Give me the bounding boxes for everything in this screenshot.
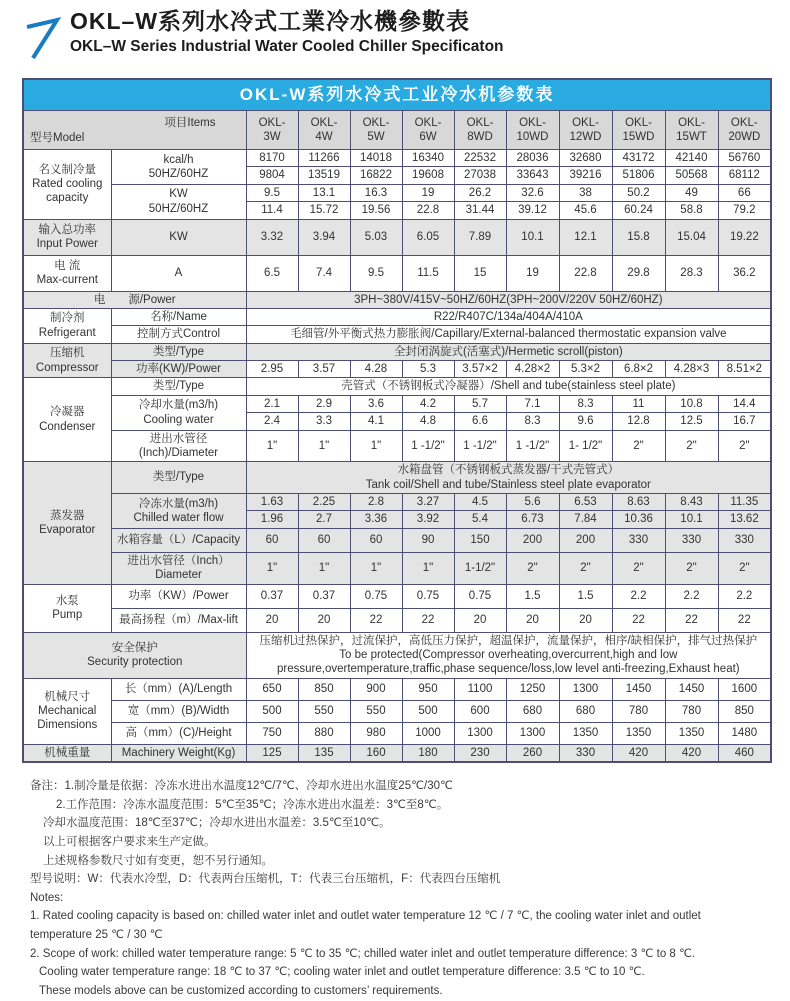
value-cell: 160 [350,744,402,762]
value-cell: 2.9 [298,395,350,412]
value-cell: 9804 [246,167,298,184]
value-cell: 15.04 [665,219,718,255]
items-axis-label: 项目Items [164,117,216,129]
value-cell: 1600 [718,678,771,700]
value-cell: 7.1 [506,395,559,412]
value-cell: 125 [246,744,298,762]
value-cell: 1350 [559,722,612,744]
value-cell: 22 [612,608,665,632]
section-label: 冷凝器 Condenser [23,378,111,462]
value-cell: 15.8 [612,219,665,255]
value-cell: 4.2 [402,395,454,412]
value-cell: 13519 [298,167,350,184]
value-cell: 1300 [454,722,506,744]
value-cell: 500 [402,700,454,722]
value-cell: 20 [298,608,350,632]
value-cell: 0.75 [454,584,506,608]
value-cell: 60 [298,528,350,552]
value-cell: 11.5 [402,255,454,291]
value-cell: 12.8 [612,413,665,430]
value-cell: 3.57×2 [454,361,506,378]
value-cell: 16.3 [350,184,402,201]
value-cell: 11266 [298,150,350,167]
value-cell: 8.3 [506,413,559,430]
value-cell: 22.8 [402,202,454,219]
section-label: 输入总功率 Input Power [23,219,111,255]
table-row [23,326,771,343]
value-cell: 22 [665,608,718,632]
value-cell: 1" [350,552,402,584]
table-row [23,494,771,511]
value-cell: 150 [454,528,506,552]
value-cell: 460 [718,744,771,762]
value-cell: 3.32 [246,219,298,255]
value-cell: 1300 [506,722,559,744]
item-label: 进出水管径 (Inch)/Diameter [111,430,246,462]
value-cell: 1.5 [506,584,559,608]
merged-value-cell: 全封闭涡旋式(活塞式)/Hermetic scroll(piston) [246,343,771,360]
note-line-zh: 以上可根据客户要求来生产定做。 [43,835,216,848]
table-row [23,308,771,325]
value-cell: 1 -1/2" [402,430,454,462]
note-line-zh: 2.工作范围：冷冻水温度范围：5℃至35℃；冷冻水进出水温差：3℃至8℃。 [56,798,449,811]
value-cell: 12.5 [665,413,718,430]
value-cell: 0.75 [402,584,454,608]
value-cell: 2.2 [665,584,718,608]
value-cell: 9.5 [350,255,402,291]
value-cell: 15.72 [298,202,350,219]
item-label: KW 50HZ/60HZ [111,184,246,219]
value-cell: 3.27 [402,494,454,511]
value-cell: 2.1 [246,395,298,412]
value-cell: 1" [402,552,454,584]
value-cell: 16822 [350,167,402,184]
value-cell: 32680 [559,150,612,167]
value-cell: 1" [350,430,402,462]
value-cell: 13.62 [718,511,771,528]
item-label: 进出水管径（Inch） Diameter [111,552,246,584]
value-cell: 4.5 [454,494,506,511]
value-cell: 420 [612,744,665,762]
table-row [23,462,771,494]
value-cell: 6.73 [506,511,559,528]
model-header-cell: OKL- 6W [402,111,454,150]
value-cell: 900 [350,678,402,700]
table-row [23,343,771,360]
value-cell: 19 [506,255,559,291]
value-cell: 9.6 [559,413,612,430]
value-cell: 22 [350,608,402,632]
value-cell: 32.6 [506,184,559,201]
table-row [23,150,771,167]
value-cell: 3.92 [402,511,454,528]
model-header-cell: OKL- 4W [298,111,350,150]
section-label: 电 源/Power [23,291,246,308]
value-cell: 51806 [612,167,665,184]
value-cell: 90 [402,528,454,552]
table-row [23,219,771,255]
titles [70,8,504,56]
value-cell: 60.24 [612,202,665,219]
value-cell: 10.36 [612,511,665,528]
value-cell: 7.84 [559,511,612,528]
table-row [23,291,771,308]
value-cell: 600 [454,700,506,722]
value-cell: 20 [454,608,506,632]
value-cell: 8.3 [559,395,612,412]
value-cell: 60 [350,528,402,552]
value-cell: 3.36 [350,511,402,528]
note-line-en: temperature 25 ℃ / 30 ℃ [30,929,163,941]
model-header-cell: OKL- 5W [350,111,402,150]
item-label: 功率（KW）/Power [111,584,246,608]
value-cell: 4.1 [350,413,402,430]
value-cell: 31.44 [454,202,506,219]
value-cell: 4.8 [402,413,454,430]
value-cell: 22.8 [559,255,612,291]
value-cell: 5.4 [454,511,506,528]
value-cell: 2" [612,430,665,462]
value-cell: 850 [298,678,350,700]
value-cell: 7.89 [454,219,506,255]
value-cell: 0.75 [350,584,402,608]
table-row [23,678,771,700]
item-label: 功率(KW)/Power [111,361,246,378]
value-cell: 39216 [559,167,612,184]
value-cell: 22 [402,608,454,632]
value-cell: 2.2 [718,584,771,608]
value-cell: 1- 1/2" [559,430,612,462]
value-cell: 1350 [612,722,665,744]
value-cell: 15 [454,255,506,291]
merged-value-cell: 水箱盘管（不锈钢板式蒸发器/干式壳管式） Tank coil/Shell and tube/Stainless steel plate evaporator [246,462,771,494]
value-cell: 19608 [402,167,454,184]
section-label: 名义制冷量 Rated cooling capacity [23,150,111,220]
value-cell: 200 [506,528,559,552]
value-cell: 10.8 [665,395,718,412]
value-cell: 4.28×3 [665,361,718,378]
value-cell: 50568 [665,167,718,184]
value-cell: 13.1 [298,184,350,201]
value-cell: 11.35 [718,494,771,511]
value-cell: 2" [718,430,771,462]
model-header-cell: OKL- 15WD [612,111,665,150]
value-cell: 33643 [506,167,559,184]
item-label: 最高扬程（m）/Max-lift [111,608,246,632]
value-cell: 0.37 [298,584,350,608]
value-cell: 16.7 [718,413,771,430]
value-cell: 28036 [506,150,559,167]
value-cell: 22 [718,608,771,632]
note-line-en: Cooling water temperature range: 18 ℃ to 37 ℃; cooling water inlet and outlet temperature difference: 3.5 ℃ to 10 ℃. [39,966,645,979]
note-line-en: These models above can be customized according to customers’ requirements. [39,984,443,997]
value-cell: 4.28 [350,361,402,378]
value-cell: 2" [665,552,718,584]
section-label: 电 流 Max-current [23,255,111,291]
value-cell: 3.3 [298,413,350,430]
value-cell: 38 [559,184,612,201]
model-header-cell: OKL- 3W [246,111,298,150]
table-row [23,255,771,291]
value-cell: 20 [506,608,559,632]
value-cell: 2.95 [246,361,298,378]
value-cell: 22532 [454,150,506,167]
value-cell: 60 [246,528,298,552]
value-cell: 14.4 [718,395,771,412]
value-cell: 1 -1/2" [454,430,506,462]
value-cell: 750 [246,722,298,744]
value-cell: 420 [665,744,718,762]
section-label: 制冷剂 Refrigerant [23,308,111,343]
model-header-cell: OKL- 8WD [454,111,506,150]
value-cell: 260 [506,744,559,762]
item-label: kcal/h 50HZ/60HZ [111,150,246,185]
section-label: 机械重量 [23,744,111,762]
value-cell: 42140 [665,150,718,167]
value-cell: 1-1/2" [454,552,506,584]
table-row [23,378,771,395]
note-line-en: Notes: [30,891,64,904]
value-cell: 2.4 [246,413,298,430]
table-row [23,395,771,412]
value-cell: 200 [559,528,612,552]
value-cell: 850 [718,700,771,722]
value-cell: 2.25 [298,494,350,511]
item-label: 宽（mm）(B)/Width [111,700,246,722]
table-row [23,552,771,584]
item-label: KW [111,219,246,255]
value-cell: 1" [298,430,350,462]
table-row [23,608,771,632]
value-cell: 1480 [718,722,771,744]
value-cell: 1350 [665,722,718,744]
value-cell: 8.43 [665,494,718,511]
note-line-zh: 上述规格参数尺寸如有变更，恕不另行通知。 [43,854,273,867]
table-row [23,184,771,201]
value-cell: 780 [612,700,665,722]
value-cell: 14018 [350,150,402,167]
value-cell: 58.8 [665,202,718,219]
model-axis-label: 型号Model [30,131,85,144]
value-cell: 330 [665,528,718,552]
value-cell: 2" [506,552,559,584]
brand-arrow-icon [20,12,64,62]
item-label: 冷冻水量(m3/h) Chilled water flow [111,494,246,529]
value-cell: 980 [350,722,402,744]
model-header-cell: OKL- 15WT [665,111,718,150]
value-cell: 26.2 [454,184,506,201]
value-cell: 7.4 [298,255,350,291]
note-line-zh: 冷却水温度范围：18℃至37℃；冷却水进出水温差：3.5℃至10℃。 [43,817,391,830]
value-cell: 5.3 [402,361,454,378]
value-cell: 2.8 [350,494,402,511]
value-cell: 8.51×2 [718,361,771,378]
table-row [23,744,771,762]
table-row [23,700,771,722]
value-cell: 6.53 [559,494,612,511]
table-row [23,584,771,608]
value-cell: 1000 [402,722,454,744]
page-title-en: OKL–W Series Industrial Water Cooled Chiller Specificaton [70,37,504,55]
value-cell: 950 [402,678,454,700]
section-label: 机械尺寸 Mechanical Dimensions [23,678,111,744]
value-cell: 29.8 [612,255,665,291]
value-cell: 135 [298,744,350,762]
value-cell: 11.4 [246,202,298,219]
value-cell: 330 [559,744,612,762]
value-cell: 880 [298,722,350,744]
table-row [23,528,771,552]
value-cell: 19.22 [718,219,771,255]
page-title-zh: OKL–W系列水冷式工業冷水機參數表 [70,8,471,34]
value-cell: 49 [665,184,718,201]
value-cell: 1" [298,552,350,584]
corner-header-cell [23,111,246,150]
value-cell: 6.6 [454,413,506,430]
section-label: 压缩机 Compressor [23,343,111,378]
value-cell: 10.1 [506,219,559,255]
value-cell: 1.96 [246,511,298,528]
value-cell: 20 [559,608,612,632]
item-label: 长（mm）(A)/Length [111,678,246,700]
value-cell: 27038 [454,167,506,184]
value-cell: 56760 [718,150,771,167]
item-label: 名称/Name [111,308,246,325]
value-cell: 3.57 [298,361,350,378]
value-cell: 1" [246,552,298,584]
spec-table [22,78,772,763]
value-cell: 3.94 [298,219,350,255]
value-cell: 68112 [718,167,771,184]
value-cell: 2" [718,552,771,584]
item-label: A [111,255,246,291]
item-label: 水箱容量（L）/Capacity [111,528,246,552]
value-cell: 6.5 [246,255,298,291]
value-cell: 5.03 [350,219,402,255]
table-row [23,722,771,744]
note-line-zh: 备注：1.制冷量是依据：冷冻水进出水温度12℃/7℃、冷却水进出水温度25℃/30℃ [30,780,453,792]
value-cell: 180 [402,744,454,762]
value-cell: 5.6 [506,494,559,511]
table-row [23,361,771,378]
value-cell: 1300 [559,678,612,700]
value-cell: 5.3×2 [559,361,612,378]
value-cell: 8170 [246,150,298,167]
value-cell: 19.56 [350,202,402,219]
item-label: 类型/Type [111,378,246,395]
value-cell: 11 [612,395,665,412]
value-cell: 36.2 [718,255,771,291]
value-cell: 680 [506,700,559,722]
value-cell: 550 [350,700,402,722]
note-line-zh: 型号说明：W：代表水冷型，D：代表两台压缩机，T：代表三台压缩机，F：代表四台压缩机 [30,873,501,886]
value-cell: 20 [246,608,298,632]
value-cell: 66 [718,184,771,201]
value-cell: 4.28×2 [506,361,559,378]
value-cell: 28.3 [665,255,718,291]
value-cell: 10.1 [665,511,718,528]
value-cell: 79.2 [718,202,771,219]
value-cell: 500 [246,700,298,722]
table-caption: OKL-W系列水冷式工业冷水机参数表 [23,79,771,111]
value-cell: 5.7 [454,395,506,412]
value-cell: 1100 [454,678,506,700]
value-cell: 550 [298,700,350,722]
value-cell: 2" [612,552,665,584]
merged-value-cell: 3PH~380V/415V~50HZ/60HZ(3PH~200V/220V 50HZ/60HZ) [246,291,771,308]
value-cell: 780 [665,700,718,722]
value-cell: 0.37 [246,584,298,608]
value-cell: 680 [559,700,612,722]
item-label: Machinery Weight(Kg) [111,744,246,762]
value-cell: 8.63 [612,494,665,511]
value-cell: 16340 [402,150,454,167]
value-cell: 6.05 [402,219,454,255]
value-cell: 1.63 [246,494,298,511]
value-cell: 1 -1/2" [506,430,559,462]
value-cell: 3.6 [350,395,402,412]
note-line-en: 1. Rated cooling capacity is based on: chilled water inlet and outlet water temperature 12 ℃ / 7 ℃, the cooling water inlet and outlet [30,910,701,923]
item-label: 高（mm）(C)/Height [111,722,246,744]
value-cell: 19 [402,184,454,201]
merged-value-cell: 压缩机过热保护，过流保护，高低压力保护，超温保护，流量保护，相序/缺相保护，排气过热保护 To be protected(Compressor overheating,overcurrent,high and low pressure,overtemperature,traffic,phase sequence/loss,low level anti-freezing,Exhaust heat) [246,632,771,678]
value-cell: 1" [246,430,298,462]
value-cell: 12.1 [559,219,612,255]
model-header-cell: OKL- 10WD [506,111,559,150]
value-cell: 650 [246,678,298,700]
value-cell: 2.2 [612,584,665,608]
value-cell: 1.5 [559,584,612,608]
merged-value-cell: R22/R407C/134a/404A/410A [246,308,771,325]
table-row [23,632,771,678]
value-cell: 2" [559,552,612,584]
value-cell: 9.5 [246,184,298,201]
value-cell: 2" [665,430,718,462]
note-line-en: 2. Scope of work: chilled water temperature range: 5 ℃ to 35 ℃; chilled water inlet and outlet temperature difference: 3 ℃ to 8 ℃. [30,947,696,960]
table-row [23,430,771,462]
table-caption-row [23,79,771,111]
section-label: 蒸发器 Evaporator [23,462,111,584]
item-label: 类型/Type [111,343,246,360]
value-cell: 1450 [612,678,665,700]
column-header-row [23,111,771,150]
item-label: 类型/Type [111,462,246,494]
value-cell: 45.6 [559,202,612,219]
merged-value-cell: 毛细管/外平衡式热力膨胀阀/Capillary/External-balanced thermostatic expansion valve [246,326,771,343]
value-cell: 2.7 [298,511,350,528]
section-label: 水泵 Pump [23,584,111,632]
item-label: 冷却水量(m3/h) Cooling water [111,395,246,430]
model-header-cell: OKL- 20WD [718,111,771,150]
merged-value-cell: 壳管式（不锈钢板式冷凝器）/Shell and tube(stainless steel plate) [246,378,771,395]
value-cell: 6.8×2 [612,361,665,378]
value-cell: 330 [612,528,665,552]
value-cell: 330 [718,528,771,552]
spec-table-wrap [22,78,790,763]
value-cell: 43172 [612,150,665,167]
item-label: 控制方式Control [111,326,246,343]
value-cell: 1250 [506,678,559,700]
value-cell: 50.2 [612,184,665,201]
value-cell: 39.12 [506,202,559,219]
value-cell: 1450 [665,678,718,700]
page-header [0,0,790,62]
value-cell: 230 [454,744,506,762]
section-label: 安全保护 Security protection [23,632,246,678]
model-header-cell: OKL- 12WD [559,111,612,150]
